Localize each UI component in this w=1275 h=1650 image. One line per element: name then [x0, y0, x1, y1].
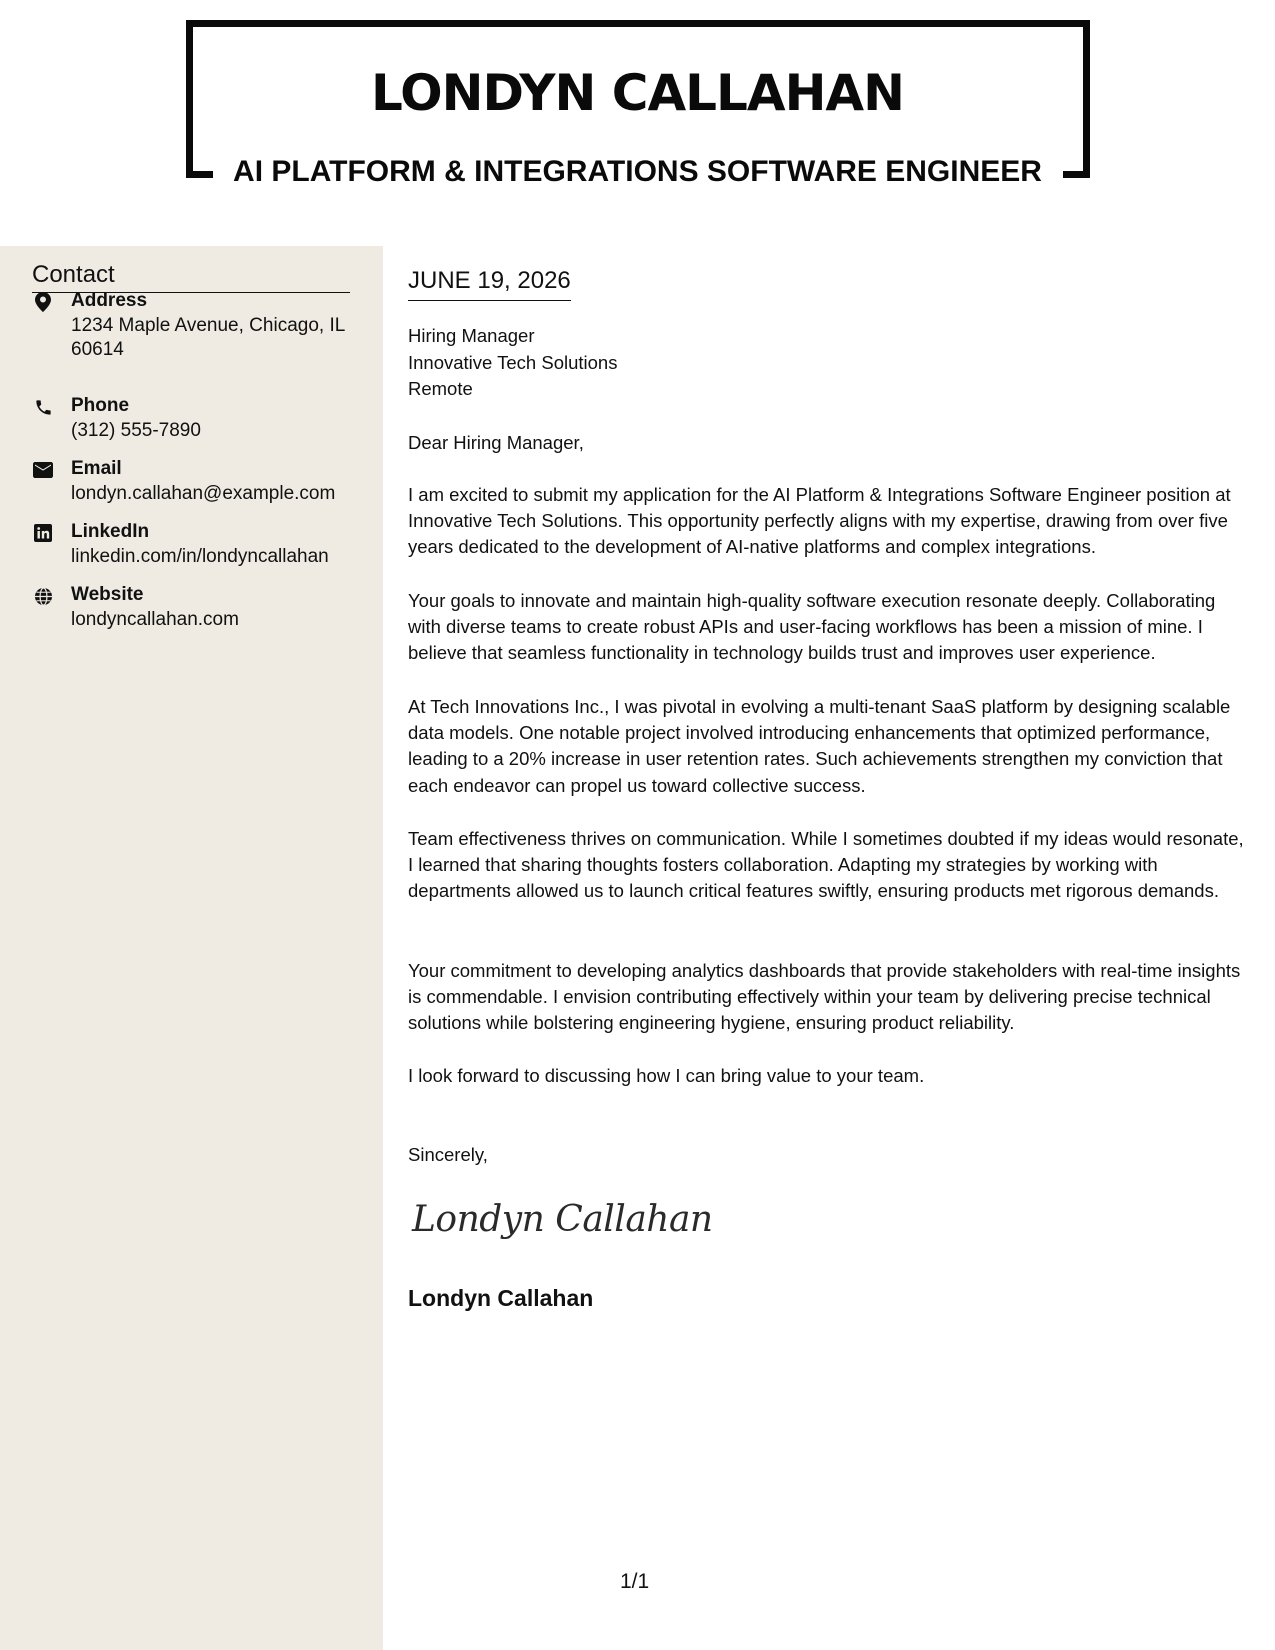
letter-date: JUNE 19, 2026: [408, 266, 571, 301]
address-value: 1234 Maple Avenue, Chicago, IL 60614: [71, 315, 345, 360]
address-label: Address: [71, 290, 148, 311]
phone-value: (312) 555-7890: [71, 420, 201, 441]
paragraph-1: I am excited to submit my application for the AI Platform & Integrations Software Engineer position at Innovative Tech Solutions. This opportunity perfectly aligns with my expertise, drawing from over five years dedicated to the development of AI-native platforms and complex integrations.: [408, 484, 1231, 558]
website-value: londyncallahan.com: [71, 609, 239, 630]
phone-label: Phone: [71, 395, 130, 416]
globe-icon: [32, 585, 54, 607]
contact-sidebar: [0, 246, 383, 1650]
email-value: londyn.callahan@example.com: [71, 483, 336, 504]
phone-icon: [32, 396, 54, 418]
recipient-block: [408, 323, 617, 403]
envelope-icon: [32, 459, 54, 481]
applicant-name: LONDYN CALLAHAN: [371, 64, 904, 122]
paragraph-6: I look forward to discussing how I can bring value to your team.: [408, 1065, 925, 1086]
paragraph-4: Team effectiveness thrives on communication. While I sometimes doubted if my ideas would resonate, I learned that sharing thoughts fosters collaboration. Adapting my strategies by working with departments allowed us to launch critical features swiftly, ensuring products met rigorous demands.: [408, 828, 1244, 902]
letter-header: [0, 0, 1275, 246]
email-label: Email: [71, 458, 122, 479]
website-label: Website: [71, 584, 144, 605]
contact-heading: Contact: [32, 260, 350, 293]
linkedin-label: LinkedIn: [71, 521, 150, 542]
linkedin-value: linkedin.com/in/londyncallahan: [71, 546, 329, 567]
job-title: AI PLATFORM & INTEGRATIONS SOFTWARE ENGINEER: [233, 155, 1042, 188]
handwritten-signature: Londyn Callahan: [412, 1199, 713, 1240]
closing: Sincerely,: [408, 1144, 488, 1165]
recipient-name: Hiring Manager: [408, 325, 535, 346]
map-pin-icon: [32, 291, 54, 313]
recipient-location: Remote: [408, 378, 473, 399]
signer-name: Londyn Callahan: [408, 1285, 594, 1311]
recipient-company: Innovative Tech Solutions: [408, 351, 618, 373]
paragraph-5: Your commitment to developing analytics dashboards that provide stakeholders with real-time insights is commendable. I envision contributing effectively within your team by delivering precise technical solutions while bolstering engineering hygiene, ensuring product reliability.: [408, 960, 1241, 1034]
linkedin-icon: [32, 522, 54, 544]
greeting: Dear Hiring Manager,: [408, 432, 584, 453]
paragraph-3: At Tech Innovations Inc., I was pivotal in evolving a multi-tenant SaaS platform by designing scalable data models. One notable project involved introducing enhancements that optimized performance, leading to a 20% increase in user retention rates. Such achievements strengthen my conviction that each endeavor can propel us toward collective success.: [408, 696, 1231, 796]
page-number: 1/1: [620, 1570, 650, 1593]
paragraph-2: Your goals to innovate and maintain high-quality software execution resonate deeply. Collaborating with diverse teams to create robust APIs and user-facing workflows has been a mission of mine. I believe that seamless functionality in technology builds trust and improves user experience.: [408, 590, 1216, 664]
